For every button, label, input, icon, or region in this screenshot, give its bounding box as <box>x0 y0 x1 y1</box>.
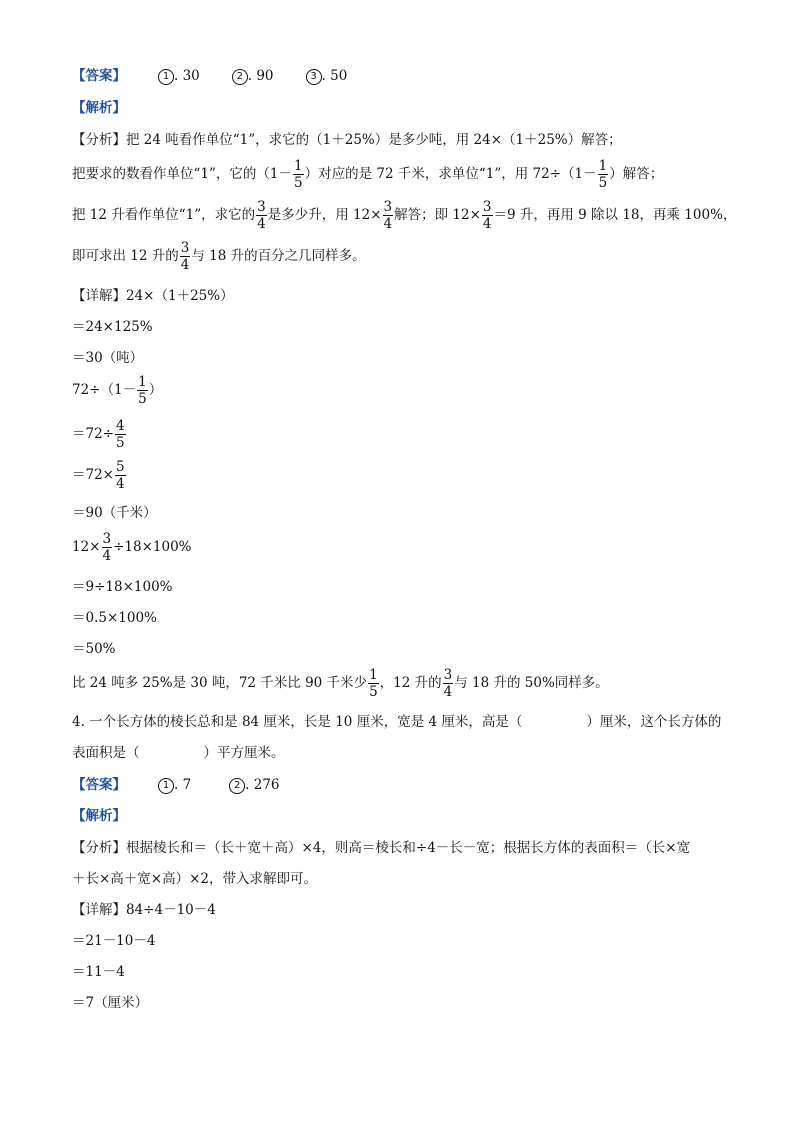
q4-question-1: 4. 一个长方体的棱长总和是 84 厘米，长是 10 厘米，宽是 4 厘米，高是（ ）厘米，这个长方体的 <box>72 714 722 730</box>
q3-detail-9: ＝9÷18×100% <box>72 579 173 595</box>
fraction-5-4: $\frac{5}{4}$ <box>116 459 125 492</box>
q3-fenxi-4: 即可求出 12 升的 $\frac{3}{4}$ 与 18 升的百分之几同样多。 <box>72 240 366 273</box>
answer-item: 3 . 50 <box>306 68 348 85</box>
answer-label: 【答案】 <box>72 777 126 793</box>
q3-detail-4: 72÷（1－ $\frac{1}{5}$ ） <box>72 374 163 407</box>
answer-item: 2 . 276 <box>229 777 279 794</box>
q3-detail-2: ＝24×125% <box>72 319 153 335</box>
q3-detail-11: ＝50% <box>72 641 116 657</box>
fraction-3-4: $\frac{3}{4}$ <box>443 667 453 700</box>
q4-detail-2: ＝21－10－4 <box>72 933 156 949</box>
q4-question-2: 表面积是（ ）平方厘米。 <box>72 745 285 761</box>
fraction-1-5: $\frac{1}{5}$ <box>598 158 608 191</box>
answer-item: 1 . 7 <box>158 777 191 794</box>
q3-conclusion: 比 24 吨多 25%是 30 吨，72 千米比 90 千米少 $\frac{1}{5}$ ，12 升的 $\frac{3}{4}$ 与 18 升的 50%同样多。 <box>72 667 609 700</box>
fraction-1-5: $\frac{1}{5}$ <box>369 667 378 700</box>
analysis-heading: 【解析】 <box>72 100 126 116</box>
detail-label: 【详解】 <box>72 288 126 304</box>
fraction-3-4: $\frac{3}{4}$ <box>180 240 190 273</box>
detail-label: 【详解】 <box>72 902 126 918</box>
fraction-4-5: $\frac{4}{5}$ <box>116 418 125 451</box>
fenxi-label: 【分析】 <box>72 840 126 856</box>
q3-detail-7: ＝90（千米） <box>72 505 157 521</box>
q3-fenxi-3: 把 12 升看作单位“1”，求它的 $\frac{3}{4}$ 是多少升，用 12× $\frac{3}{4}$ 解答；即 12× $\frac{3}{4}$ ＝9 升，再用 9 除以 18，再乘 100%， <box>72 199 737 232</box>
fraction-3-4: $\frac{3}{4}$ <box>383 199 393 232</box>
q3-detail-3: ＝30（吨） <box>72 350 144 366</box>
answer-item: 2 . 90 <box>232 68 274 85</box>
answer-item: 1 . 30 <box>158 68 200 85</box>
q3-detail-8: 12× $\frac{3}{4}$ ÷18×100% <box>72 531 192 564</box>
analysis-heading: 【解析】 <box>72 808 126 824</box>
q4-detail-4: ＝7（厘米） <box>72 995 149 1011</box>
q3-detail-1: 【详解】24×（1＋25%） <box>72 288 234 304</box>
fraction-3-4: $\frac{3}{4}$ <box>482 199 492 232</box>
q3-fenxi-1: 【分析】把 24 吨看作单位“1”，求它的（1＋25%）是多少吨，用 24×（1＋25%）解答； <box>72 132 622 148</box>
q3-fenxi-2: 把要求的数看作单位“1”，它的（1－ $\frac{1}{5}$ ）对应的是 72 千米，求单位“1”，用 72÷（1－ $\frac{1}{5}$ ）解答； <box>72 158 664 191</box>
q3-detail-5: ＝72÷ $\frac{4}{5}$ <box>72 418 125 451</box>
q4-fenxi-2: ＋长×高＋宽×高）×2，带入求解即可。 <box>72 871 318 887</box>
fenxi-label: 【分析】 <box>72 132 126 148</box>
fraction-3-4: $\frac{3}{4}$ <box>102 531 112 564</box>
q4-detail-1: 【详解】84÷4－10－4 <box>72 902 216 918</box>
q3-detail-6: ＝72× $\frac{5}{4}$ <box>72 459 125 492</box>
fraction-3-4: $\frac{3}{4}$ <box>257 199 266 232</box>
fraction-1-5: $\frac{1}{5}$ <box>138 374 147 407</box>
q4-answer-line <box>72 777 280 794</box>
q4-fenxi-1: 【分析】根据棱长和＝（长＋宽＋高）×4，则高＝棱长和÷4－长－宽；根据长方体的表面积＝（长×宽 <box>72 840 691 856</box>
q3-answer-line <box>72 68 347 85</box>
q4-detail-3: ＝11－4 <box>72 964 125 980</box>
q3-detail-10: ＝0.5×100% <box>72 610 157 626</box>
fraction-1-5: $\frac{1}{5}$ <box>293 158 303 191</box>
answer-label: 【答案】 <box>72 68 126 84</box>
